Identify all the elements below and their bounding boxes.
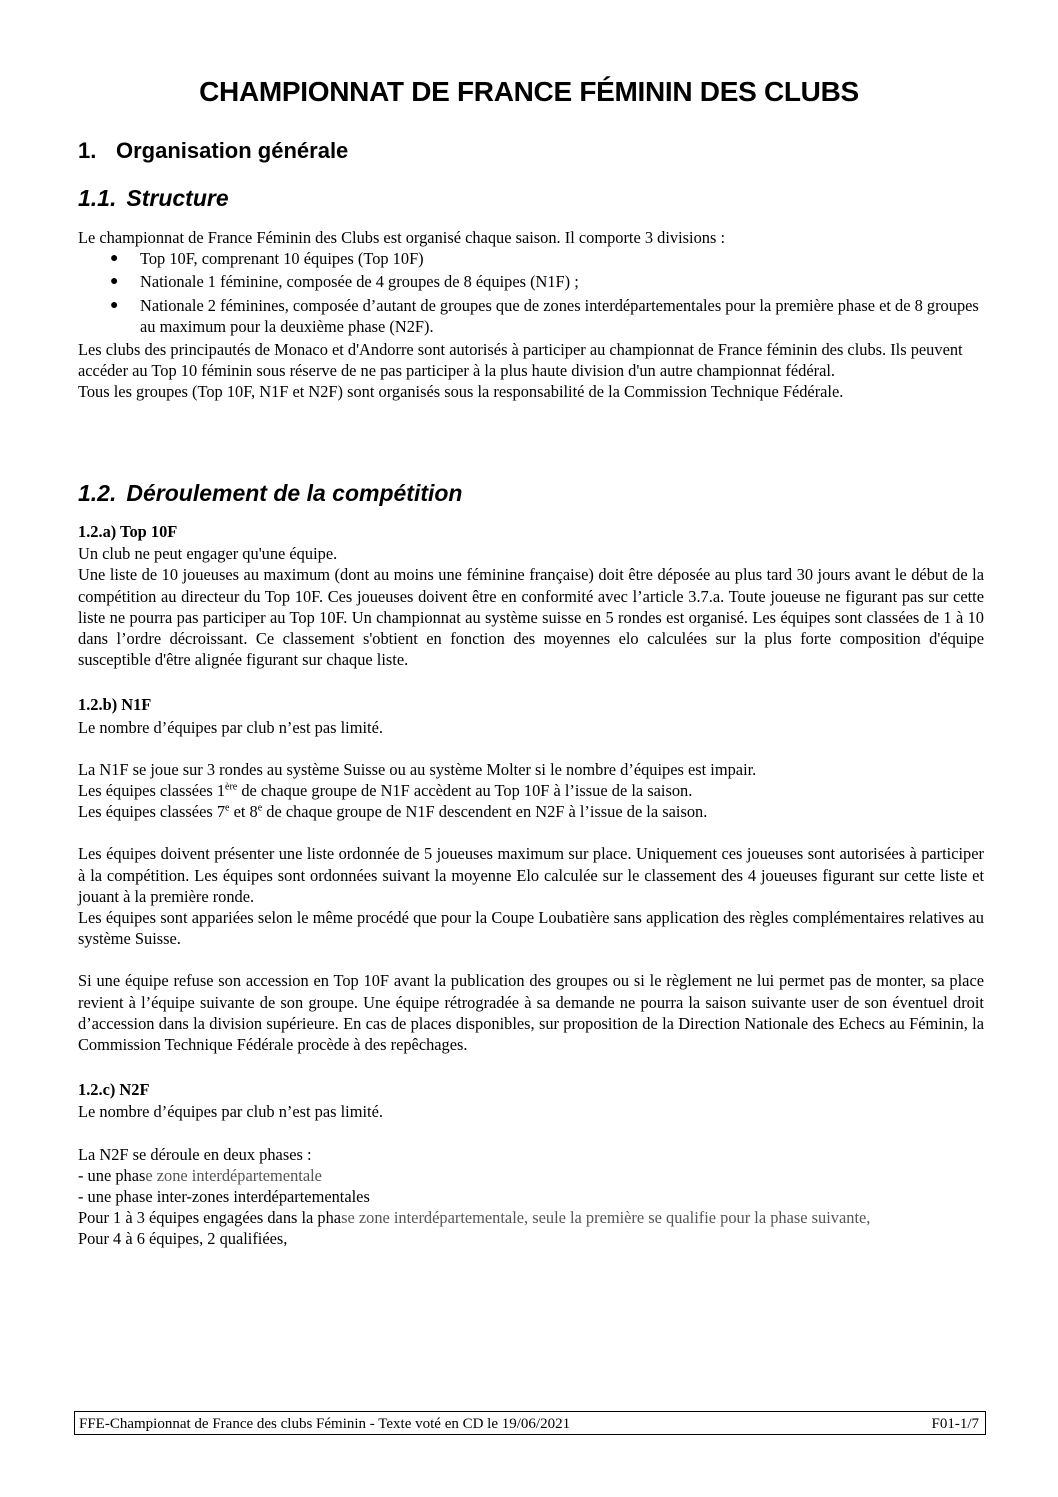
section-1-2-heading <box>78 480 462 507</box>
n1f-paragraph-5: Les équipes doivent présenter une liste ordonnée de 5 joueuses maximum sur place. Uniquement ces joueuses sont autorisées à participer à la compétition. Les équipes sont ordonnées suivant la moyenne Elo calculée sur le classement des 4 joueuses figurant sur cette liste et jouant à la première ronde. <box>78 844 984 906</box>
section-1-number: 1. <box>78 138 97 163</box>
n2f-paragraph-3: - une phase zone interdépartementale <box>78 1165 322 1185</box>
n1f-paragraph-3: Les équipes classées 1ère de chaque groupe de N1F accèdent au Top 10F à l’issue de la saison. <box>78 781 693 801</box>
bullet-icon: ● <box>110 251 119 267</box>
n1f-paragraph-6: Les équipes sont appariées selon le même procédé que pour la Coupe Loubatière sans application des règles complémentaires relatives au système Suisse. <box>78 908 984 949</box>
n2f-paragraph-4: - une phase inter-zones interdépartementales <box>78 1187 370 1207</box>
footer-page-number: F01-1/7 <box>931 1416 979 1432</box>
structure-intro: Le championnat de France Féminin des Clubs est organisé chaque saison. Il comporte 3 divisions : <box>78 228 725 247</box>
groups-paragraph: Tous les groupes (Top 10F, N1F et N2F) sont organisés sous la responsabilité de la Commission Technique Fédérale. <box>78 382 844 402</box>
section-1-1-title: Structure <box>126 185 229 211</box>
list-item <box>78 271 984 292</box>
section-1-title: Organisation générale <box>116 138 349 163</box>
n2f-paragraph-1: Le nombre d’équipes par club n’est pas limité. <box>78 1102 383 1122</box>
n1f-paragraph-1: Le nombre d’équipes par club n’est pas limité. <box>78 717 383 737</box>
list-item <box>78 295 984 337</box>
page-footer <box>74 1411 986 1435</box>
footer-document-info: FFE-Championnat de France des clubs Féminin - Texte voté en CD le 19/06/2021 <box>79 1416 571 1432</box>
section-1-1-heading <box>78 185 229 212</box>
section-1-2-number: 1.2. <box>78 480 117 506</box>
section-1-2-title: Déroulement de la compétition <box>126 480 463 506</box>
bullet-icon: ● <box>110 274 119 290</box>
document-title: CHAMPIONNAT DE FRANCE FÉMININ DES CLUBS <box>199 76 859 107</box>
principalities-paragraph: Les clubs des principautés de Monaco et d'Andorre sont autorisés à participer au championnat de France féminin des clubs. Ils peuvent accéder au Top 10 féminin sous réserve de ne pas participer à la plus haute division d'un autre championnat fédéral. <box>78 340 963 381</box>
top10f-paragraph-2: Une liste de 10 joueuses au maximum (dont au moins une féminine française) doit être déposée au plus tard 30 jours avant le début de la compétition au directeur du Top 10F. Ces joueuses doivent être en conformité avec l’article 3.7.a. Toute joueuse ne figurant pas sur cette liste ne pourra pas participer au Top 10F. Un championnat au système suisse en 5 rondes est organisé. Les équipes sont classées de 1 à 10 dans l’ordre décroissant. Ce classement s'obtient en fonction des moyennes elo calculées sur la plus forte composition d'équipe susceptible d'être alignée figurant sur chaque liste. <box>78 565 984 670</box>
list-item <box>78 248 984 269</box>
n2f-paragraph-6: Pour 4 à 6 équipes, 2 qualifiées, <box>78 1229 288 1249</box>
list-item-text: Nationale 2 féminines, composée d’autant de groupes que de zones interdépartementales pour la première phase et de 8 groupes au maximum pour la deuxième phase (N2F). <box>140 295 979 336</box>
top10f-paragraph-1: Un club ne peut engager qu'une équipe. <box>78 544 338 564</box>
section-1-2-body <box>78 521 984 1250</box>
subsection-n1f-heading: 1.2.b) N1F <box>78 695 152 715</box>
n1f-paragraph-2: La N1F se joue sur 3 rondes au système Suisse ou au système Molter si le nombre d’équipes est impair. <box>78 759 757 779</box>
n1f-paragraph-7: Si une équipe refuse son accession en Top 10F avant la publication des groupes ou si le règlement ne lui permet pas de monter, sa place revient à l’équipe suivante de son groupe. Une équipe rétrogradée à sa demande ne pourra la saison suivante user de son éventuel droit d’accession dans la division supérieure. En cas de places disponibles, sur proposition de la Direction Nationale des Echecs au Féminin, la Commission Technique Fédérale procède à des repêchages. <box>78 971 984 1055</box>
section-1-heading <box>78 138 348 164</box>
subsection-top10f-heading: 1.2.a) Top 10F <box>78 522 178 541</box>
n1f-paragraph-4: Les équipes classées 7e et 8e de chaque groupe de N1F descendent en N2F à l’issue de la saison. <box>78 802 708 822</box>
section-1-1-number: 1.1. <box>78 185 117 211</box>
list-item-text: Nationale 1 féminine, composée de 4 groupes de 8 équipes (N1F) ; <box>140 272 579 292</box>
section-1-1-body <box>78 227 984 403</box>
divisions-list <box>78 248 984 337</box>
n2f-paragraph-5: Pour 1 à 3 équipes engagées dans la phase zone interdépartementale, seule la première se qualifie pour la phase suivante, <box>78 1208 871 1228</box>
n2f-paragraph-2: La N2F se déroule en deux phases : <box>78 1144 312 1164</box>
subsection-n2f-heading: 1.2.c) N2F <box>78 1080 150 1100</box>
bullet-icon: ● <box>110 297 119 313</box>
list-item-text: Top 10F, comprenant 10 équipes (Top 10F) <box>140 249 424 269</box>
